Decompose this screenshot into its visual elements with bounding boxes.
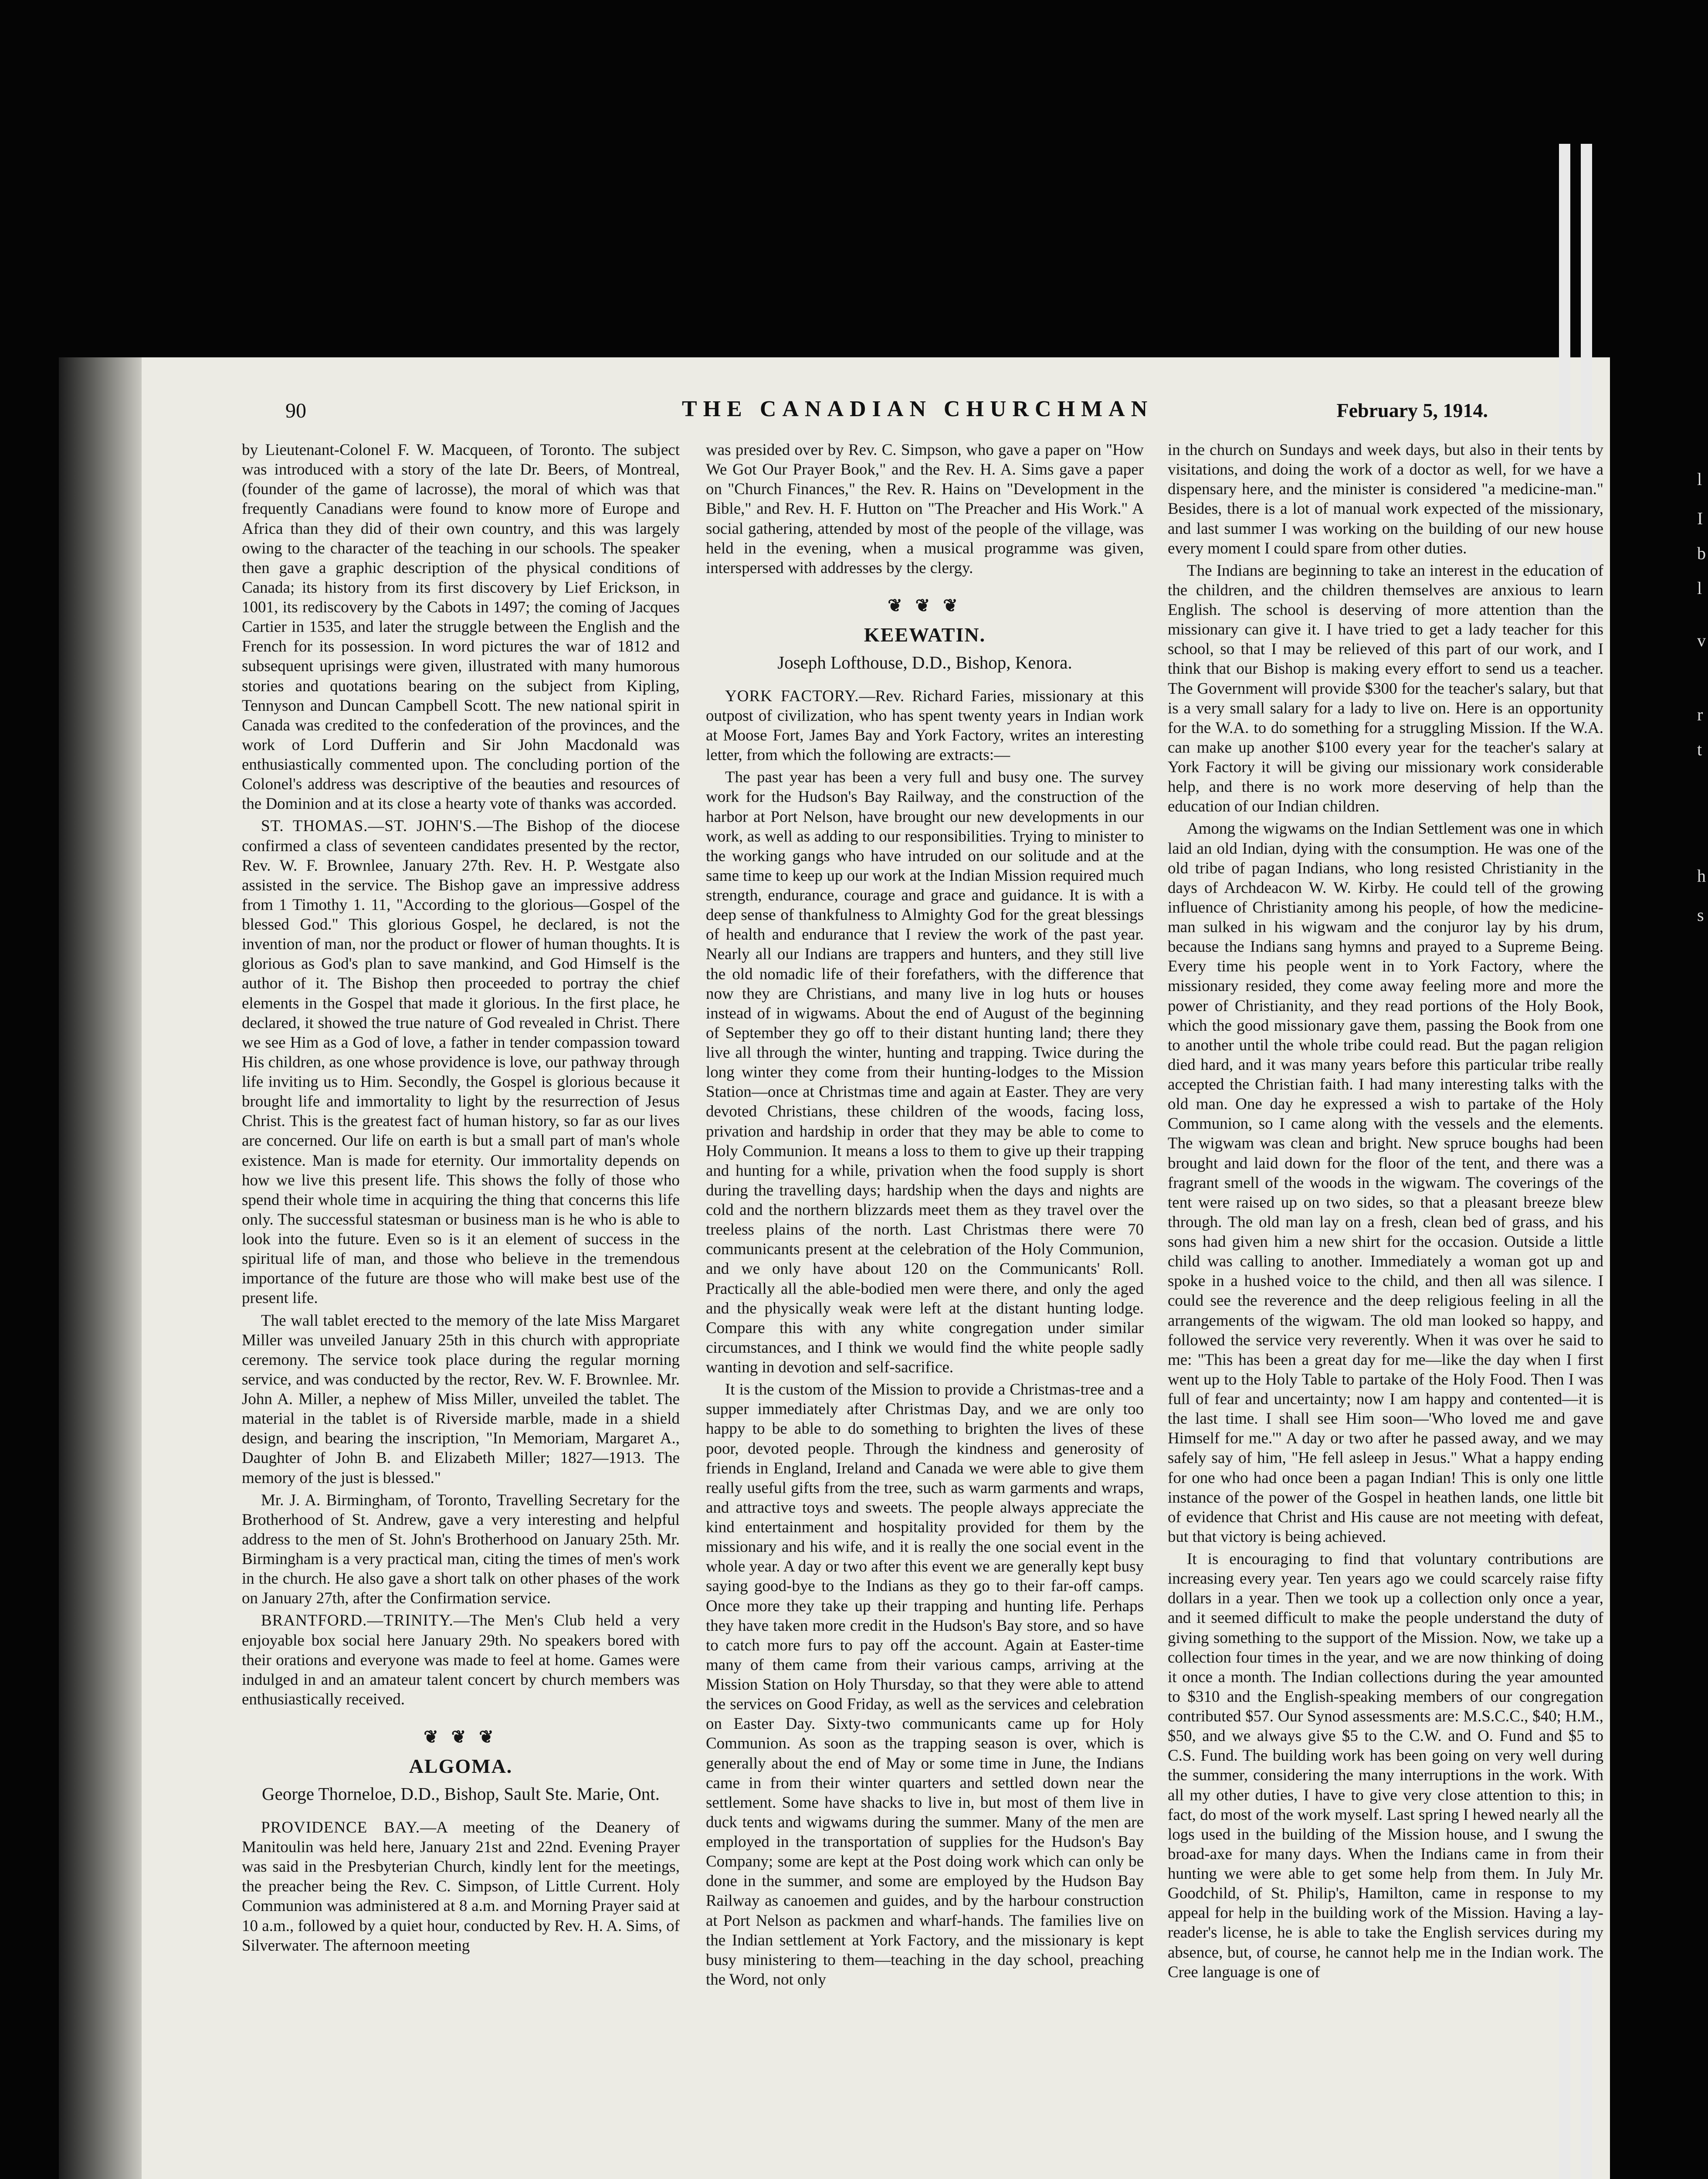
dateline: YORK FACTORY. — [725, 687, 859, 705]
paragraph — [242, 816, 680, 1308]
edge-letter: t — [1697, 740, 1702, 759]
paragraph: Mr. J. A. Birmingham, of Toronto, Travelling Secretary for the Brotherhood of St. Andrew, gave a very interesting and helpful address to the men of St. John's Brotherhood on January 25th. Mr. Birmingham is a very practical man, citing the times of men's work in the church. He also gave a short talk on other phases of the work on January 27th, after the Confirmation service. — [242, 1491, 680, 1608]
dateline: PROVIDENCE BAY. — [261, 1818, 420, 1836]
edge-letter: h — [1697, 866, 1706, 886]
edge-letter: s — [1697, 905, 1704, 925]
paragraph: It is the custom of the Mission to provide a Christmas-tree and a supper immediately after Christmas Day, and we are only too happy to be able to do something to brighten the lives of these poor, devoted people. Through the kindness and generosity of friends in England, Ireland and Canada we were able to give them really useful gifts from the tree, such as warm garments and wraps, and attractive toys and sweets. The people always appreciate the kind entertainment and hospitality provided for them by the missionary and his wife, and it is really the one social event in the whole year. A day or two after this event we are generally kept busy saying good-bye to the Indians as they go to their far-off camps. Once more they take up their trapping and hunting life. Perhaps they have taken more credit in the Hudson's Bay store, and so have to catch more furs to pay off the account. Again at Easter-time many of them came from their various camps, arriving at the Mission Station on Holy Thursday, so that they were able to attend the services on Good Friday, as well as the services and celebration on Easter Day. Sixty-two communicants came up for Holy Communion. As soon as the trapping season is over, which is generally about the end of May or some time in June, the Indians came in from their winter quarters and settled down near the settlement. Some have shacks to live in, but most of them live in duck tents and wigwams during the summer. Many of the men are employed in the transportation of supplies for the Hudson's Bay Company; some are kept at the Post doing work which can only be done in the summer, and some are employed by the Hudson Bay Railway as canoemen and guides, and by the harbour construction at Port Nelson as packmen and wharf-hands. The families live on the Indian settlement at York Factory, and the missionary is kept busy ministering to them—teaching in the day school, preaching the Word, not only — [706, 1381, 1144, 1989]
edge-letter: v — [1697, 631, 1706, 650]
section-heading: KEEWATIN. — [864, 623, 986, 646]
paragraph: It is encouraging to find that voluntary contributions are increasing every year. Ten years ago we could scarcely raise fifty dollars in a year. Then we took up a collection only once a year, and it seemed difficult to make the people understand the duty of giving something to the support of the Mission. Now, we take up a collection four times in the year, and we are now thinking of doing it once a month. The Indian collections during the year amounted to $310 and the English-speaking members of our congregation contributed $57. Our Synod assessments are: M.S.C.C., $40; H.M., $50, and we always give $5 to the C.W. and O. Fund and $5 to C.S. Fund. The building work has been going on very well during the summer, considering the many interruptions in the work. With all my other duties, I have to give very close attention to this; in fact, do most of the work myself. Last spring I hewed nearly all the logs used in the building of the Mission house, and I swung the broad-axe for many days. When the Indians came in from their hunting we were able to get some help from them. In July Mr. Goodchild, of St. Philip's, Hamilton, came in response to my appeal for help in the building work of the Mission. Having a lay-reader's license, he is able to take the English services during my absence, but, of course, he cannot help me in the Indian work. The Cree language is one of — [1168, 1550, 1603, 1981]
edge-letter: b — [1697, 543, 1706, 563]
edge-letter: r — [1697, 705, 1703, 724]
paragraph — [242, 1818, 680, 1955]
paragraph-text: —A meeting of the Deanery of Manitoulin was held here, January 21st and 22nd. Evening Prayer was said in the Presbyterian Church, kindly lent for the meetings, the preacher being the Rev. C. Simpson, of Little Current. Holy Communion was administered at 8 a.m. and Morning Prayer said at 10 a.m., followed by a quiet hour, conducted by Rev. H. A. Sims, of Silverwater. The afternoon meeting — [242, 1818, 680, 1955]
section-ornament: ❦ ❦ ❦ — [424, 1727, 498, 1747]
paragraph: The Indians are beginning to take an interest in the education of the children, and the children themselves are anxious to learn English. The school is deserving of more attention than the missionary can give it. I have tried to get a lady teacher for this school, so that I may be relieved of this part of our work, and I think that our Bishop is making every effort to send us a teacher. The Government will provide $300 for the teacher's salary, but that is a very small salary for a lady to live on. Here is an opportunity for the W.A. to do something for a struggling Mission. If the W.A. can make up another $100 every year for the teacher's salary at York Factory it will be giving our missionary work considerable help, and there is no work more deserving of help than the education of our Indian children. — [1168, 561, 1603, 816]
edge-letter: l — [1697, 469, 1702, 489]
dateline: ST. THOMAS.—ST. JOHN'S. — [261, 817, 477, 835]
section-byline: Joseph Lofthouse, D.D., Bishop, Kenora. — [777, 652, 1072, 672]
page-number: 90 — [285, 399, 306, 422]
section-heading: ALGOMA. — [409, 1755, 513, 1777]
dateline: BRANTFORD.—TRINITY. — [261, 1612, 454, 1630]
publication-title: THE CANADIAN CHURCHMAN — [682, 397, 1154, 421]
edge-letter: l — [1697, 578, 1702, 598]
paragraph — [706, 686, 1144, 765]
issue-date: February 5, 1914. — [1336, 399, 1488, 421]
running-header — [185, 394, 1610, 429]
paragraph — [242, 1611, 680, 1709]
text-column-3 — [1168, 440, 1603, 2179]
paragraph: was presided over by Rev. C. Simpson, who gave a paper on "How We Got Our Prayer Book," and the Rev. H. A. Sims gave a paper on "Church Finances," the Rev. R. Hains on "Development in the Bible," and Rev. H. F. Hutton on "The Preacher and His Work." A social gathering, attended by most of the people of the village, was held in the evening, when a musical programme was given, interspersed with addresses by the clergy. — [706, 441, 1144, 577]
section-ornament: ❦ ❦ ❦ — [888, 595, 962, 615]
paragraph-text: —The Men's Club held a very enjoyable box social here January 29th. No speakers bored with their orations and everyone was made to feel at home. Games were indulged in and an amateur talent concert by church members was enthusiastically received. — [242, 1612, 680, 1708]
paragraph-text: —The Bishop of the diocese confirmed a class of seventeen candidates presented by the rector, Rev. W. F. Brownlee, January 27th. Rev. H. P. Westgate also assisted in the service. The Bishop gave an impressive address from 1 Timothy 1. 11, "According to the glorious—Gospel of the blessed God." This glorious Gospel, he declared, is not the invention of man, nor the product or flower of human thoughts. It is glorious as God's plan to save mankind, and God Himself is the author of it. The Bishop then proceeded to portray the chief elements in the Gospel that made it glorious. In the first place, he declared, it showed the true nature of God revealed in Christ. There we see Him as a God of love, a father in tender compassion toward His children, as one whose providence is love, our pathway through life inviting us to Him. Secondly, the Gospel is glorious because it brought life and immortality to light by the resurrection of Jesus Christ. This is the greatest fact of human history, so far as our lives are concerned. Our life on earth is but a small part of man's whole existence. Man is made for eternity. Our immortality depends on how we live this present life. This shows the folly of those who spend their whole time in acquiring the thing that concerns this life only. The successful statesman or business man is he who is able to look into the future. Even so is it an element of success in the spiritual life of man, and those who believe in the tremendous importance of the future are those who will make best use of the present life. — [242, 817, 680, 1307]
paragraph: The wall tablet erected to the memory of the late Miss Margaret Miller was unveiled January 25th in this church with appropriate ceremony. The service took place during the regular morning service, and was conducted by the rector, Rev. W. F. Brownlee. Mr. John A. Miller, a nephew of Miss Miller, unveiled the tablet. The material in the tablet is of Riverside marble, made in a shield design, and bearing the inscription, "In Memoriam, Margaret A., Daughter of John B. and Elizabeth Miller; 1827—1913. The memory of the just is blessed." — [242, 1311, 680, 1487]
binding-gutter-shadow — [59, 357, 142, 2179]
text-column-2 — [706, 440, 1144, 2179]
paragraph-text: —Rev. Richard Faries, missionary at this outpost of civilization, who has spent twenty years in Indian work at Moose Fort, James Bay and York Factory, writes an interesting letter, from which the following are extracts:— — [706, 687, 1144, 764]
paragraph: Among the wigwams on the Indian Settlement was one in which laid an old Indian, dying with the consumption. He was one of the old tribe of pagan Indians, who long resisted Christianity in the days of Archdeacon W. W. Kirby. He could tell of the growing influence of Christianity among his people, of how the medicine-man sulked in his wigwam and the conjuror lay by his drum, because the Indians sang hymns and prayed to a Supreme Being. Every time his people went in to York Factory, where the missionary resided, they come away feeling more and more the power of Christianity, and they read portions of the Holy Book, which the good missionary gave them, passing the Book from one to another until the whole tribe could read. But the pagan religion died hard, and it was many years before this particular tribe really accepted the Christian faith. I had many interesting talks with the old man. One day he expressed a wish to partake of the Holy Communion, so I came along with the vessels and the elements. The wigwam was clean and bright. New spruce boughs had been brought and laid down for the floor of the tent, and there was a fragrant smell of the woods in the wigwam. The coverings of the tent were raised up on two sides, so that a pleasant breeze blew through. The old man lay on a fresh, clean bed of grass, and his sons had given him a new shirt for the occasion. Outside a little child was calling to another. Immediately a woman got up and spoke in a hushed voice to the child, and then all was silence. I could see the reverence and the deep religious feeling in all the arrangements of the wigwam. The old man looked so happy, and followed the service very reverently. When it was over he said to me: "This has been a great day for me—like the day when I first went up to the Holy Table to partake of the Holy Food. Then I was full of fear and uncertainty; now I am happy and contented—it is the last time. I shall see Him soon—'Who loved me and gave Himself for me.'" A day or two after he passed away, and we may safely say of him, "He fell asleep in Jesus." What a happy ending for one who had once been a pagan Indian! This is only one little instance of the power of the Gospel in heathen lands, one little bit of evidence that Christ and His cause are not meeting with defeat, but that victory is being achieved. — [1168, 820, 1603, 1546]
section-byline: George Thorneloe, D.D., Bishop, Sault Ste. Marie, Ont. — [262, 1783, 660, 1804]
paragraph: The past year has been a very full and busy one. The survey work for the Hudson's Bay Railway, and the construction of the harbor at Port Nelson, have brought our new developments in our work, as well as adding to our responsibilities. Trying to minister to the working gangs who have intruded on our solitude and at the same time to keep up our work at the Indian Mission required much strength, endurance, courage and grace and guidance. It is with a deep sense of thankfulness to Almighty God for the great blessings of health and endurance that I review the work of the past year. Nearly all our Indians are trappers and hunters, and they still live the old nomadic life of their forefathers, with the difference that now they are Christians, and many live in log huts or houses instead of in wigwams. About the end of August of the beginning of September they go off to their distant hunting land; there they live all through the winter, hunting and trapping. Twice during the long winter they come from their hunting-lodges to the Mission Station—once at Christmas time and again at Easter. They are very devoted Christians, these children of the woods, facing loss, privation and hardship in order that they may be able to come to Holy Communion. It means a loss to them to give up their trapping and hunting for a while, privation when the food supply is short during the travelling days; hardship when the days and nights are cold and the northern blizzards meet them as they travel over the treeless plains of the north. Last Christmas there were 70 communicants present at the celebration of the Holy Communion, and we only have about 120 on the Communicants' Roll. Practically all the able-bodied men were there, and only the aged and the physically weak were left at the distant hunting lodge. Compare this with any white congregation under similar circumstances, and I think we would find the white people sadly wanting in devotion and self-sacrifice. — [706, 768, 1144, 1377]
paragraph: by Lieutenant-Colonel F. W. Macqueen, of Toronto. The subject was introduced with a story of the late Dr. Beers, of Montreal, (founder of the game of lacrosse), the moral of which was that frequently Canadians were found to know more of Europe and Africa than they did of their own country, and this was largely owing to the character of the teaching in our schools. The speaker then gave a graphic description of the physical conditions of Canada; its history from its first discovery by Lief Erickson, in 1001, its rediscovery by the Cabots in 1497; the coming of Jacques Cartier in 1535, and later the struggle between the English and the French for its possession. In word pictures the war of 1812 and subsequent uprisings were given, illustrated with many humorous stories and quotations bearing on the subject from Kipling, Tennyson and Duncan Campbell Scott. The new national spirit in Canada was credited to the confederation of the provinces, and the work of Lord Dufferin and Sir John Macdonald was enthusiastically commented upon. The concluding portion of the Colonel's address was descriptive of the beauties and resources of the Dominion and at its close a hearty vote of thanks was accorded. — [242, 441, 680, 813]
text-column-1 — [242, 440, 680, 2179]
paragraph: in the church on Sundays and week days, but also in their tents by visitations, and doing the work of a doctor as well, for we have a dispensary here, and the minister is considered "a medicine-man." Besides, there is a lot of manual work expected of the missionary, and last summer I was working on the building of our new house every moment I could spare from other duties. — [1168, 441, 1603, 557]
edge-letter: I — [1697, 509, 1703, 528]
